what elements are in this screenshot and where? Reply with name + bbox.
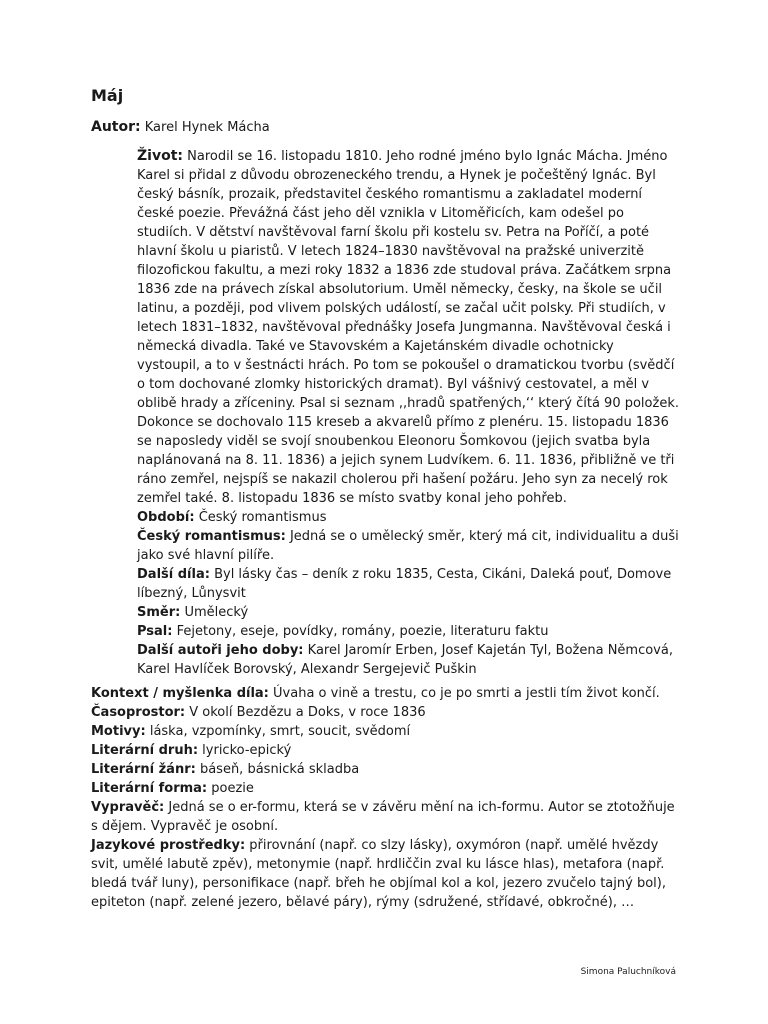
author-label: Autor: [91,119,141,135]
context-line [91,684,681,703]
romanticism-label: Český romantismus: [137,529,286,544]
devices-value: přirovnání (např. co slzy lásky), oxymóron (např. umělé hvězdy svit, umělé labutě zpěv), metonymie (např. hrdliččin zval ku lásce hlas), metafora (např. bledá tvář luny), personifikace (např. břeh he objímal kol a kol, jezero zvučelo tajný bol), epiteton (např. zelené jezero, bělavé páry), rýmy (sdružené, střídavé, obkročné), … [91,838,666,910]
setting-line [91,703,681,722]
devices-label: Jazykové prostředky: [91,838,246,853]
document-title: Máj [91,86,124,105]
other-works-value: Byl lásky čas – deník z roku 1835, Cesta, Cikáni, Daleká pouť, Domove líbezný, Lůnysvit [137,567,672,601]
period-line [137,508,680,527]
analysis-section [91,684,681,912]
period-label: Období: [137,510,195,525]
narrator-line [91,798,681,836]
life-label: Život: [137,148,183,164]
context-label: Kontext / myšlenka díla: [91,686,269,701]
motifs-value: láska, vzpomínky, smrt, soucit, svědomí [149,724,411,739]
motifs-label: Motivy: [91,724,146,739]
author-bio-section [137,147,680,679]
narrator-label: Vypravěč: [91,800,165,815]
romanticism-value: Jedná se o umělecký směr, který má cit, individualitu a duši jako své hlavní pilíře. [137,529,679,563]
other-works-line [137,565,680,603]
genre-label: Literární žánr: [91,762,196,777]
author-line [91,118,691,137]
contemporaries-label: Další autoři jeho doby: [137,643,304,658]
author-value: Karel Hynek Mácha [144,120,270,135]
genre-kind-line [91,741,681,760]
wrote-line [137,622,680,641]
direction-label: Směr: [137,605,181,620]
setting-label: Časoprostor: [91,705,186,720]
footer-author-name: Simona Paluchníková [580,967,676,977]
wrote-value: Fejetony, eseje, povídky, romány, poezie, literaturu faktu [176,624,549,639]
romanticism-line [137,527,680,565]
form-line [91,779,681,798]
contemporaries-value: Karel Jaromír Erben, Josef Kajetán Tyl, Božena Němcová, Karel Havlíček Borovský, Alexandr Sergejevič Puškin [137,643,673,677]
direction-value: Umělecký [184,605,249,620]
genre-line [91,760,681,779]
form-label: Literární forma: [91,781,208,796]
context-value: Úvaha o vině a trestu, co je po smrti a jestli tím život končí. [273,686,660,701]
genre-value: báseň, básnická skladba [199,762,360,777]
motifs-line [91,722,681,741]
contemporaries-line [137,641,680,679]
form-value: poezie [211,781,254,796]
devices-line [91,836,681,912]
narrator-value: Jedná se o er-formu, která se v závěru mění na ich-formu. Autor se ztotožňuje s dějem. Vypravěč je osobní. [91,800,675,834]
life-paragraph [137,147,680,508]
period-value: Český romantismus [198,510,327,525]
genre-kind-value: lyricko-epický [202,743,292,758]
genre-kind-label: Literární druh: [91,743,199,758]
setting-value: V okolí Bezdězu a Doks, v roce 1836 [189,705,426,720]
direction-line [137,603,680,622]
other-works-label: Další díla: [137,567,210,582]
wrote-label: Psal: [137,624,173,639]
life-text: Narodil se 16. listopadu 1810. Jeho rodné jméno bylo Ignác Mácha. Jméno Karel si přidal z důvodu obrozeneckého trendu, a Hynek je počeštěný Ignác. Byl český básník, prozaik, představitel českého romantismu a zakladatel moderní české poezie. Převážná část jeho děl vznikla v Litoměřicích, kam odešel po studiích. V dětství navštěvoval farní školu při kostelu sv. Petra na Poříčí, a poté hlavní školu u piaristů. V letech 1824–1830 navštěvoval na pražské univerzitě filozofickou fakultu, a mezi roky 1832 a 1836 zde studoval práva. Začátkem srpna 1836 zde na právech získal absolutorium. Uměl německy, česky, na škole se učil latinu, a později, pod vlivem polských událostí, se začal učit polsky. Při studiích, v letech 1831–1832, navštěvoval přednášky Josefa Jungmanna. Navštěvoval česká i německá divadla. Také ve Stavovském a Kajetánském divadle ochotnicky vystoupil, a to v šestnácti hrách. Po tom se pokoušel o dramatickou tvorbu (svědčí o tom dochované zlomky historických dramat). Byl vášnivý cestovatel, a měl v oblibě hrady a zříceniny. Psal si seznam ,,hradů spatřených,‘‘ který čítá 90 položek. Dokonce se dochovalo 115 kreseb a akvarelů přímo z plenéru. 15. listopadu 1836 se naposledy viděl se svojí snoubenkou Eleonoru Šomkovou (jejich svatba byla naplánovaná na 8. 11. 1836) a jejich synem Ludvíkem. 6. 11. 1836, přibližně ve tři ráno zemřel, nejspíš se nakazil cholerou při hašení požáru. Jeho syn za necelý rok zemřel také. 8. listopadu 1836 se místo svatby konal jeho pohřeb. [137,149,679,506]
